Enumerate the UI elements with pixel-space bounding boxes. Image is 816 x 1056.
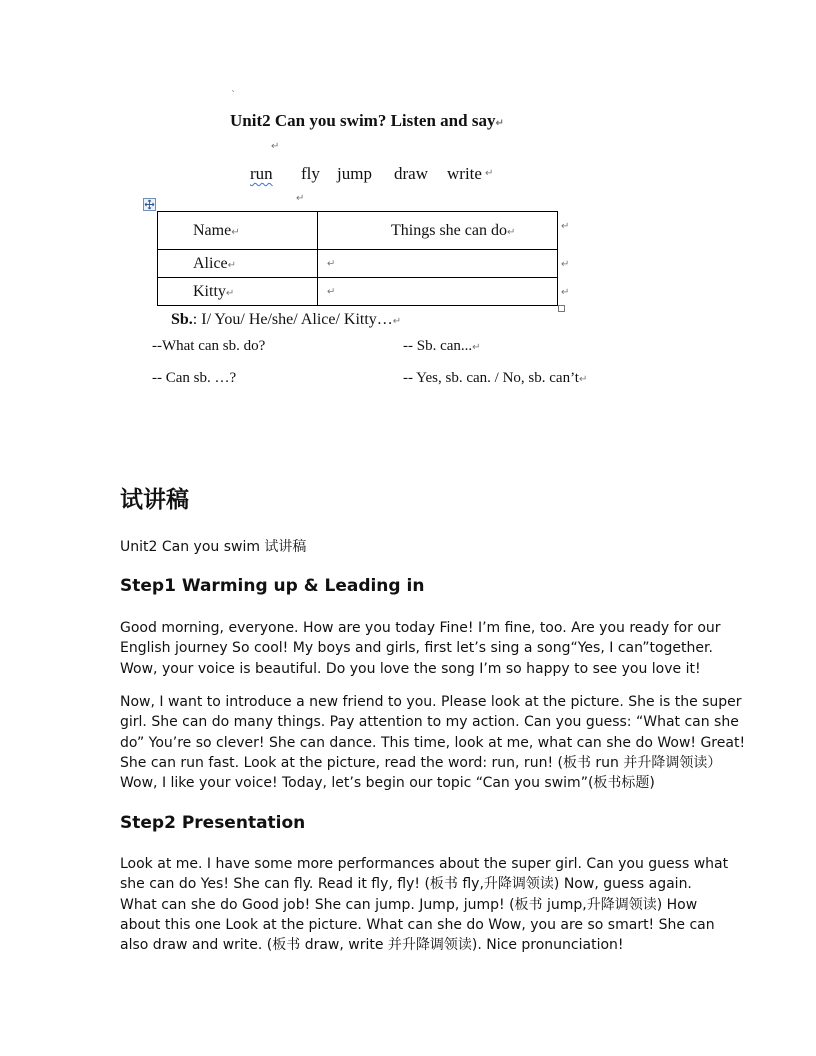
text-line: Wow, I like your voice! Today, let’s begin our topic “Can you swim”(板书标题) bbox=[120, 775, 655, 792]
pattern-question-1: --What can sb. do? bbox=[152, 338, 266, 354]
text-line: Good morning, everyone. How are you today Fine! I’m fine, too. Are you ready for our bbox=[120, 620, 721, 636]
text-line: about this one Look at the picture. What can she do Wow, you are so smart! She can bbox=[120, 916, 715, 933]
table-header-cell[interactable]: Name↵ bbox=[158, 212, 318, 250]
table-resize-handle-icon[interactable] bbox=[558, 305, 565, 312]
text-line: English journey So cool! My boys and girls, first let’s sing a song“Yes, I can”together. bbox=[120, 640, 713, 657]
table-cell-things[interactable]: ↵ bbox=[318, 278, 558, 306]
step2-paragraph-1 bbox=[120, 854, 729, 955]
vocab-word-run: run bbox=[250, 164, 273, 183]
subject-line: Sb.: I/ You/ He/she/ Alice/ Kitty…↵ bbox=[171, 311, 402, 328]
table-move-handle-icon[interactable] bbox=[143, 198, 156, 211]
table-row bbox=[158, 250, 558, 278]
vocab-word-draw: draw bbox=[394, 164, 428, 183]
row-end-mark-icon: ↵ bbox=[561, 221, 570, 232]
handout-title bbox=[230, 111, 504, 131]
text-line: also draw and write. (板书 draw, write 并升降调领读). Nice pronunciation! bbox=[120, 937, 624, 954]
table-cell-things[interactable]: ↵ bbox=[318, 250, 558, 278]
text-line: She can run fast. Look at the picture, read the word: run, run! (板书 run 并升降调领读） bbox=[120, 754, 722, 771]
table-cell-name[interactable]: Alice↵ bbox=[158, 250, 318, 278]
paragraph-mark-icon: ↵ bbox=[296, 193, 305, 204]
row-end-mark-icon: ↵ bbox=[561, 259, 570, 270]
row-end-mark-icon: ↵ bbox=[561, 287, 570, 298]
header-things: Things she can do bbox=[391, 221, 507, 239]
table-header-cell[interactable]: Things she can do↵ bbox=[318, 212, 558, 250]
paragraph-mark-icon: ↵ bbox=[271, 141, 280, 152]
paragraph-mark-icon: ↵ bbox=[495, 118, 504, 129]
paragraph-mark-icon: ↵ bbox=[485, 168, 494, 179]
table-header-row bbox=[158, 212, 558, 250]
table-row bbox=[158, 278, 558, 306]
step1-paragraph-2 bbox=[120, 692, 746, 793]
subject-line-text: : I/ You/ He/she/ Alice/ Kitty… bbox=[192, 311, 393, 328]
step1-paragraph-1 bbox=[120, 618, 721, 679]
vocab-word-fly: fly bbox=[301, 164, 320, 183]
text-line: Wow, your voice is beautiful. Do you love the song I’m so happy to see you love it! bbox=[120, 660, 701, 677]
row-name-alice: Alice bbox=[193, 254, 228, 272]
step1-heading: Step1 Warming up & Leading in bbox=[120, 576, 425, 596]
text-line: do” You’re so clever! She can dance. This time, look at me, what can she do Wow! Great! bbox=[120, 734, 746, 751]
pattern-answer-2-text: -- Yes, sb. can. / No, sb. can’t bbox=[403, 370, 579, 386]
pattern-answer-2: -- Yes, sb. can. / No, sb. can’t↵ bbox=[403, 370, 588, 386]
handout-title-text: Unit2 Can you swim? Listen and say bbox=[230, 111, 496, 130]
script-heading: 试讲稿 bbox=[120, 487, 189, 513]
pattern-answer-1: -- Sb. can...↵ bbox=[403, 338, 481, 354]
tick-mark: ` bbox=[231, 90, 236, 101]
text-line: Now, I want to introduce a new friend to you. Please look at the picture. She is the super bbox=[120, 694, 742, 710]
text-line: she can do Yes! She can fly. Read it fly, fly! (板书 fly,升降调领读) Now, guess again. bbox=[120, 876, 692, 893]
script-subtitle: Unit2 Can you swim 试讲稿 bbox=[120, 539, 307, 555]
pattern-answer-1-text: -- Sb. can... bbox=[403, 338, 473, 354]
text-line: girl. She can do many things. Pay attention to my action. Can you guess: “What can she bbox=[120, 714, 739, 731]
row-name-kitty: Kitty bbox=[193, 282, 226, 300]
pattern-question-2: -- Can sb. …? bbox=[152, 370, 237, 386]
table-cell-name[interactable]: Kitty↵ bbox=[158, 278, 318, 306]
header-name: Name bbox=[193, 221, 232, 239]
vocab-word-write: write bbox=[447, 164, 482, 183]
vocab-word-list bbox=[0, 164, 816, 188]
text-line: What can she do Good job! She can jump. Jump, jump! (板书 jump,升降调领读) How bbox=[120, 896, 698, 913]
subject-label: Sb. bbox=[171, 311, 193, 328]
text-line: Look at me. I have some more performances about the super girl. Can you guess what bbox=[120, 856, 729, 872]
vocab-table bbox=[157, 211, 558, 306]
step2-heading: Step2 Presentation bbox=[120, 813, 306, 833]
vocab-word-jump: jump bbox=[337, 164, 372, 183]
